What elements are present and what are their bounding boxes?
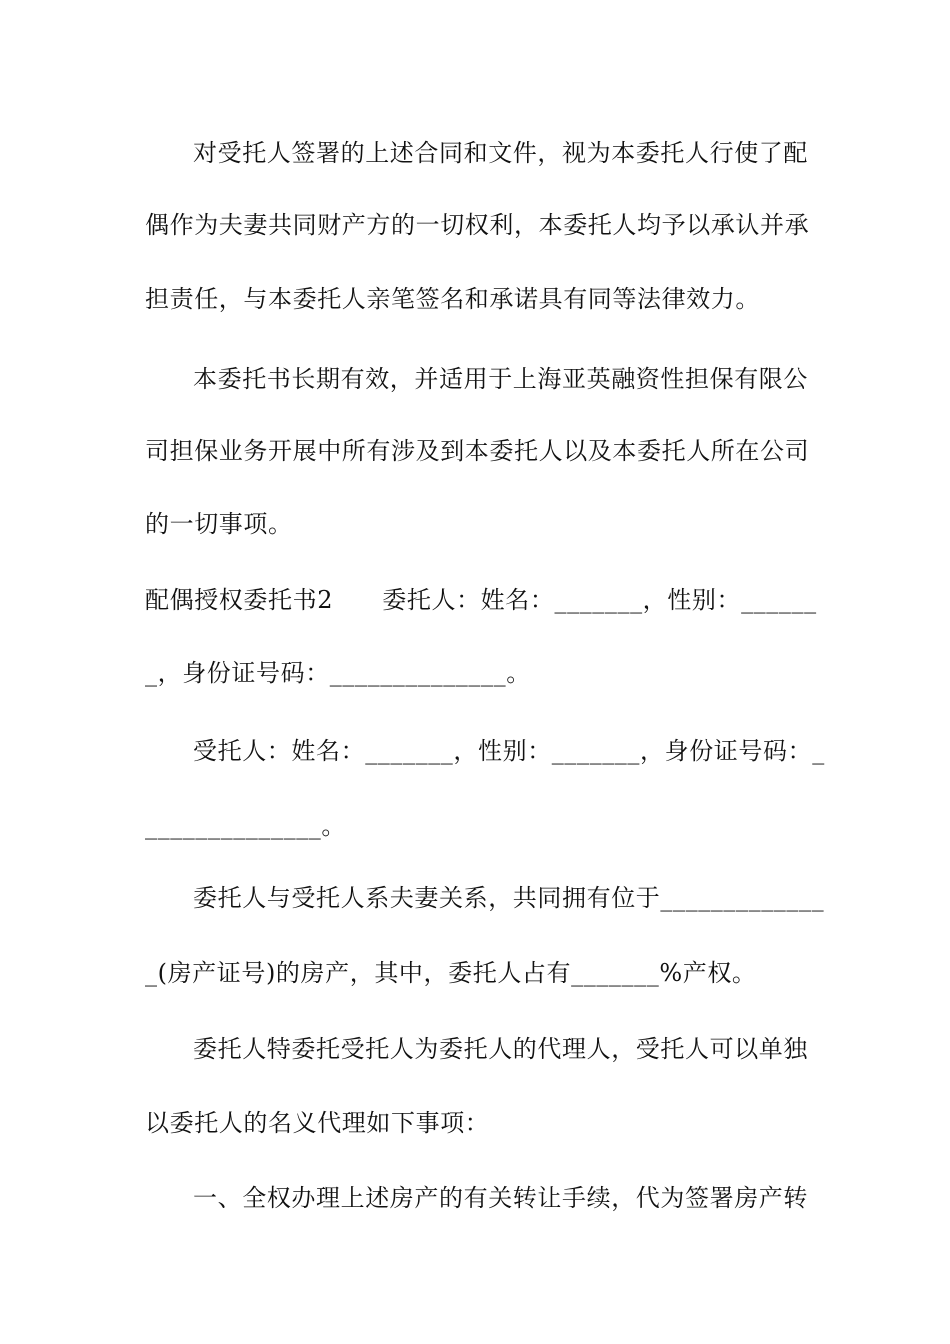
paragraph-line-5: 司担保业务开展中所有涉及到本委托人以及本委托人所在公司 bbox=[145, 437, 810, 465]
paragraph-line-13: 委托人特委托受托人为委托人的代理人，受托人可以单独 bbox=[193, 1035, 808, 1063]
paragraph-line-15: 一、全权办理上述房产的有关转让手续，代为签署房产转 bbox=[193, 1184, 808, 1212]
paragraph-line-3: 担责任，与本委托人亲笔签名和承诺具有同等法律效力。 bbox=[145, 285, 760, 313]
paragraph-line-12: _(房产证号)的房产，其中，委托人占有_______%产权。 bbox=[145, 959, 757, 987]
paragraph-line-14: 以委托人的名义代理如下事项： bbox=[145, 1109, 490, 1137]
paragraph-line-10: ______________。 bbox=[145, 812, 346, 840]
paragraph-line-1: 对受托人签署的上述合同和文件，视为本委托人行使了配 bbox=[193, 139, 808, 167]
paragraph-line-2: 偶作为夫妻共同财产方的一切权利，本委托人均予以承认并承 bbox=[145, 211, 810, 239]
section-heading-line: 配偶授权委托书2 委托人：姓名：_______，性别：______ bbox=[145, 586, 817, 614]
paragraph-line-8: _，身份证号码：______________。 bbox=[145, 659, 531, 687]
paragraph-line-9: 受托人：姓名：_______，性别：_______，身份证号码：_ bbox=[193, 737, 825, 765]
paragraph-line-6: 的一切事项。 bbox=[145, 510, 293, 538]
paragraph-line-11: 委托人与受托人系夫妻关系，共同拥有位于_____________ bbox=[193, 884, 825, 912]
paragraph-line-4: 本委托书长期有效，并适用于上海亚英融资性担保有限公 bbox=[193, 365, 808, 393]
